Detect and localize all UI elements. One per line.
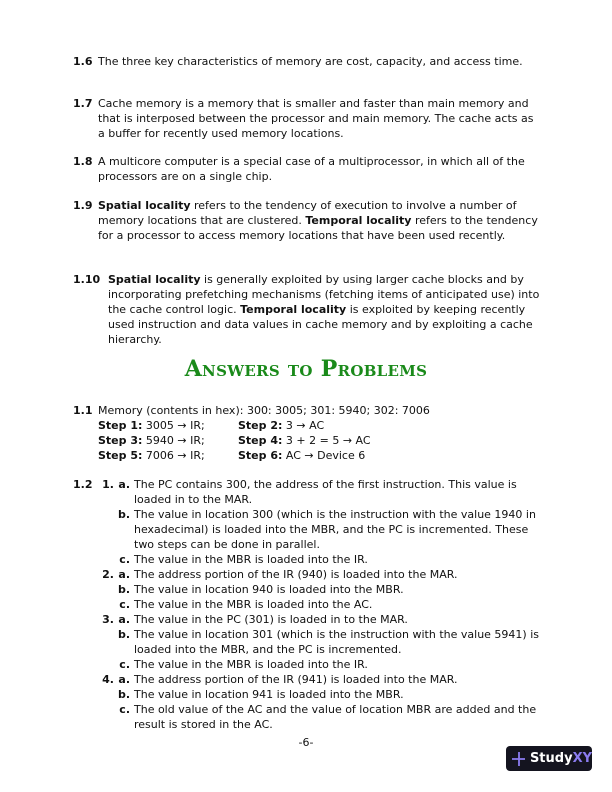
- answer-1-7: [73, 96, 543, 141]
- term: Spatial locality: [108, 273, 201, 286]
- answer-1-9: [73, 198, 543, 243]
- step-number: [98, 702, 118, 732]
- step-text: 7006 → IR;: [142, 449, 205, 462]
- substep-letter: b.: [118, 628, 131, 641]
- step-label: Step 4:: [238, 434, 283, 447]
- substep-text: The value in location 940 is loaded into the MBR.: [134, 583, 404, 596]
- question-number: 1.9: [73, 199, 93, 212]
- step-number: [98, 582, 118, 597]
- answer-1-10: [73, 272, 543, 347]
- term: Spatial locality: [98, 199, 191, 212]
- text: refers to the tendency of execution to involve a number of memory locations that are clustered.: [98, 199, 517, 227]
- substep-letter: a.: [118, 478, 130, 491]
- step-text: 3005 → IR;: [142, 419, 205, 432]
- text: is exploited by keeping recently used instruction and data values in cache memory and by exploiting a cache hierarchy.: [108, 303, 533, 346]
- substep-text: The value in the MBR is loaded into the AC.: [134, 598, 373, 611]
- substep-text: The value in location 941 is loaded into the MBR.: [134, 688, 404, 701]
- step-text: AC → Device 6: [282, 449, 366, 462]
- step: [238, 418, 543, 433]
- substep-text: The address portion of the IR (941) is loaded into the MAR.: [134, 673, 458, 686]
- substep-text: The old value of the AC and the value of location MBR are added and the result is stored in the AC.: [134, 703, 537, 731]
- term: Temporal locality: [240, 303, 347, 316]
- page-number: -6-: [298, 736, 314, 749]
- substep-text: The address portion of the IR (940) is loaded into the MAR.: [134, 568, 458, 581]
- question-number: 1.6: [73, 55, 93, 68]
- substep-text: The value in the MBR is loaded into the IR.: [134, 553, 368, 566]
- steps-grid: [98, 418, 543, 463]
- step-number: 3.: [102, 613, 114, 626]
- step-row: [98, 612, 543, 627]
- logo-text: Study: [529, 751, 573, 766]
- step-row: [98, 702, 543, 732]
- text: refers to the tendency for a processor to access memory locations that have been used recently.: [98, 214, 538, 242]
- logo-text-accent: XY: [572, 751, 592, 766]
- answer-text: Cache memory is a memory that is smaller and faster than main memory and that is interposed between the processor and main memory. The cache acts as a buffer for recently used memory locations.: [98, 97, 534, 140]
- step-number: 1.: [102, 478, 114, 491]
- step-label: Step 3:: [98, 434, 143, 447]
- substep-text: The value in the PC (301) is loaded in to the MAR.: [134, 613, 408, 626]
- step-number: [98, 657, 118, 672]
- step: [238, 433, 543, 448]
- step-row: [98, 597, 543, 612]
- step-number: [98, 687, 118, 702]
- answer-text: The three key characteristics of memory are cost, capacity, and access time.: [98, 55, 523, 68]
- step-row: [98, 627, 543, 657]
- substep-text: The value in location 300 (which is the instruction with the value 1940 in hexadecimal) is loaded into the MBR, and the PC is incremented. These two steps can be done in parallel.: [134, 508, 536, 551]
- substep-text: The PC contains 300, the address of the first instruction. This value is loaded in to the MAR.: [134, 478, 517, 506]
- step-label: Step 2:: [238, 419, 283, 432]
- text: is generally exploited by using larger cache blocks and by incorporating prefetching mechanisms (fetching items of anticipated use) into the cache control logic.: [108, 273, 540, 316]
- step-text: 3 + 2 = 5 → AC: [282, 434, 371, 447]
- question-number: 1.7: [73, 97, 93, 110]
- step-label: Step 1:: [98, 419, 143, 432]
- substep-letter: a.: [118, 613, 130, 626]
- question-number: 1.10: [73, 273, 101, 286]
- step: [98, 448, 238, 463]
- step-number: 2.: [102, 568, 114, 581]
- answer-1-8: [73, 154, 543, 184]
- step-row: [98, 687, 543, 702]
- answer-text: [98, 198, 543, 243]
- substep-letter: b.: [118, 688, 131, 701]
- step-number: [98, 597, 118, 612]
- step: [238, 448, 543, 463]
- step-row: [98, 552, 543, 567]
- substep-letter: a.: [118, 568, 130, 581]
- step-label: Step 5:: [98, 449, 143, 462]
- substep-letter: b.: [118, 583, 131, 596]
- question-number: 1.8: [73, 155, 93, 168]
- step-number: [98, 627, 118, 657]
- substep-letter: b.: [118, 508, 131, 521]
- step-row: [98, 672, 543, 687]
- step-row: [98, 657, 543, 672]
- substep-text: The value in the MBR is loaded into the IR.: [134, 658, 368, 671]
- substep-letter: c.: [119, 658, 130, 671]
- substep-letter: a.: [118, 673, 130, 686]
- step-row: [98, 582, 543, 597]
- step-text: 3 → AC: [282, 419, 325, 432]
- term: Temporal locality: [305, 214, 412, 227]
- problem-1-2: [73, 477, 543, 732]
- substep-letter: c.: [119, 703, 130, 716]
- studyxy-logo: [506, 746, 592, 771]
- problem-1-1: [73, 403, 543, 463]
- step: [98, 433, 238, 448]
- steps-list: [98, 477, 543, 732]
- question-number: 1.1: [73, 404, 93, 417]
- plus-icon: [512, 752, 525, 766]
- substep-text: The value in location 301 (which is the instruction with the value 5941) is loaded into the MBR, and the PC is incremented.: [134, 628, 539, 656]
- answer-text: [108, 272, 543, 347]
- step-text: 5940 → IR;: [142, 434, 205, 447]
- substep-letter: c.: [119, 553, 130, 566]
- step-row: [98, 477, 543, 507]
- substep-letter: c.: [119, 598, 130, 611]
- answer-1-6: [73, 54, 543, 69]
- step-number: [98, 507, 118, 552]
- step: [98, 418, 238, 433]
- step-row: [98, 507, 543, 552]
- step-number: [98, 552, 118, 567]
- section-heading: Answers to Problems: [184, 356, 428, 382]
- step-label: Step 6:: [238, 449, 283, 462]
- answer-text: A multicore computer is a special case of a multiprocessor, in which all of the processors are on a single chip.: [98, 155, 525, 183]
- memory-intro: Memory (contents in hex): 300: 3005; 301: 5940; 302: 7006: [98, 404, 430, 417]
- step-row: [98, 567, 543, 582]
- step-number: 4.: [102, 673, 114, 686]
- question-number: 1.2: [73, 478, 93, 491]
